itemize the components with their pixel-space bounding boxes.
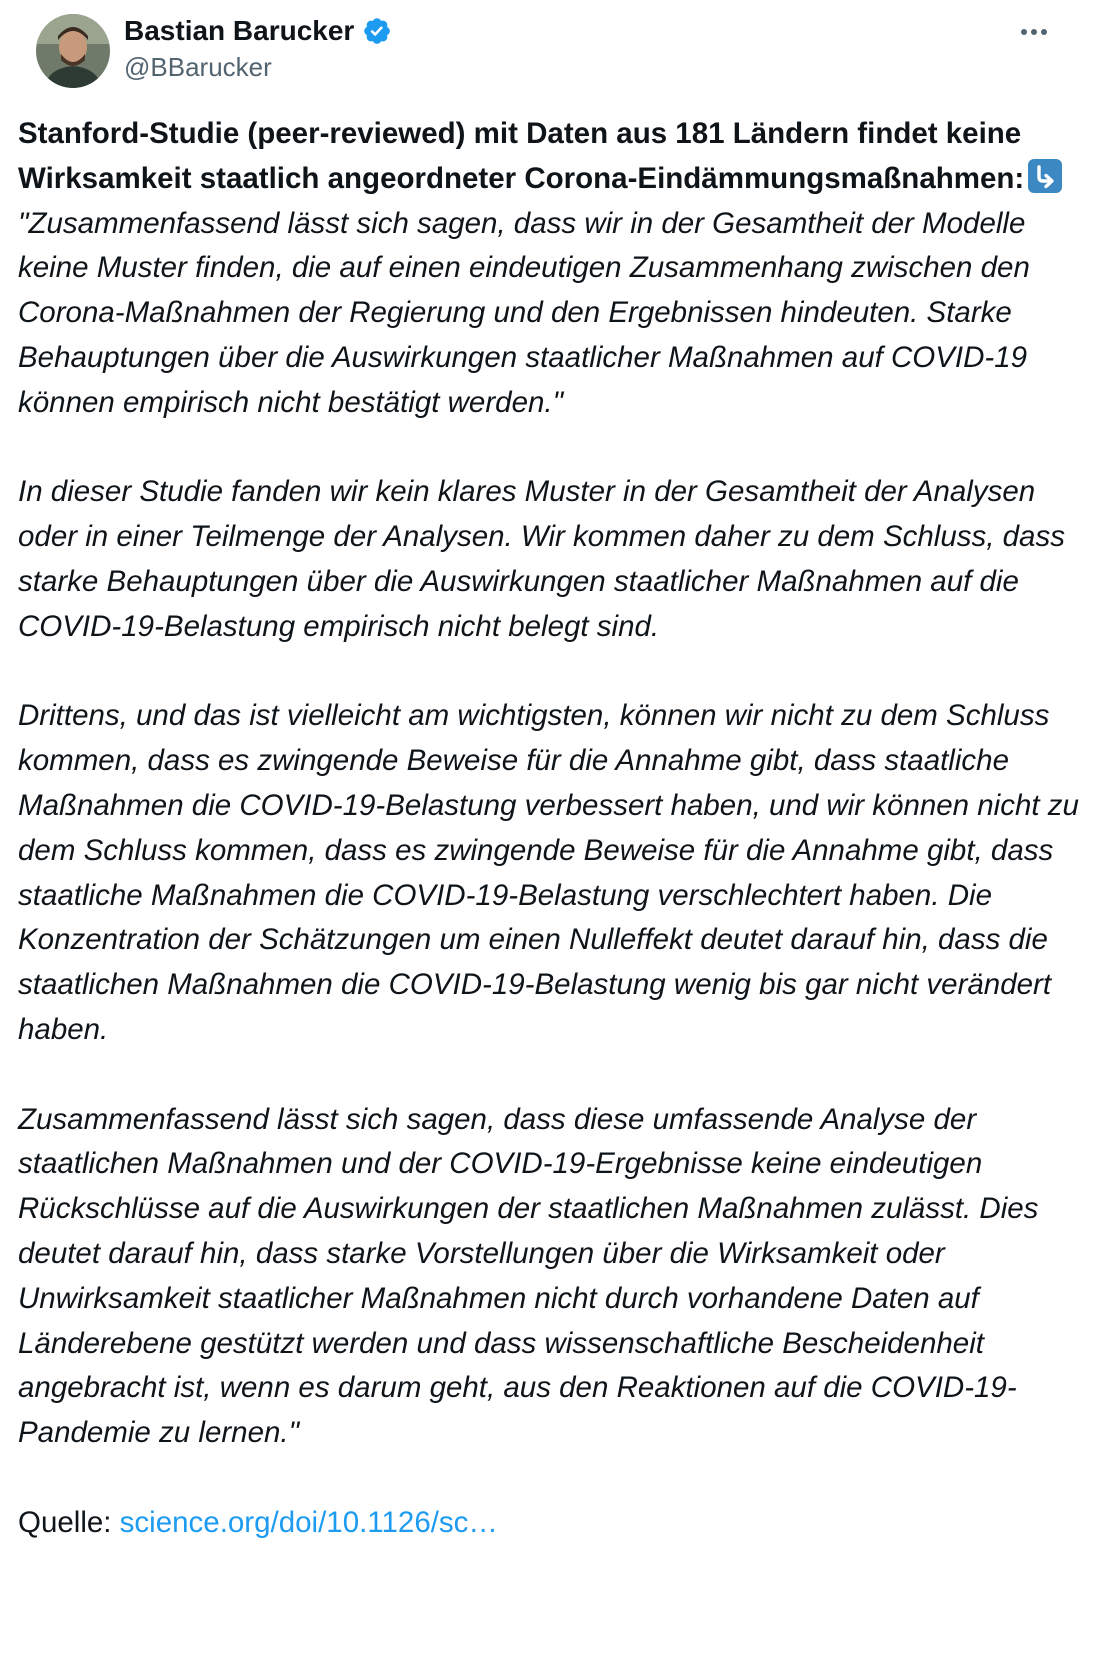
source-link[interactable]: science.org/doi/10.1126/sc…: [119, 1505, 498, 1539]
name-row: [124, 14, 392, 48]
avatar[interactable]: [36, 14, 110, 88]
source-label: Quelle:: [18, 1505, 120, 1539]
paragraph-3: Drittens, und das ist vielleicht am wichtigsten, können wir nicht zu dem Schluss kommen, dass es zwingende Beweise für die Annahme gibt, dass staatliche Maßnahmen die COVID-19-Belastung verbessert haben, und wir können nicht zu dem Schluss kommen, dass es zwingende Beweise für die Annahme gibt, dass staatliche Maßnahmen die COVID-19-Belastung verschlechtert haben. Die Konzentration der Schätzungen um einen Nulleffekt deutet darauf hin, dass die staatlichen Maßnahmen die COVID-19-Belastung wenig bis gar nicht verändert haben.: [18, 699, 1079, 1046]
paragraph-4: Zusammenfassend lässt sich sagen, dass diese umfassende Analyse der staatlichen Maßnahmen und der COVID-19-Ergebnisse keine eindeutigen Rückschlüsse auf die Auswirkungen der staatlichen Maßnahmen zulässt. Dies deutet darauf hin, dass starke Vorstellungen über die Wirksamkeit oder Unwirksamkeit staatlicher Maßnahmen nicht durch vorhandene Daten auf Länderebene gestützt werden und dass wissenschaftliche Bescheidenheit angebracht ist, wenn es darum geht, aus den Reaktionen auf die COVID-19-Pandemie zu lernen.": [18, 1102, 1039, 1450]
more-options-icon[interactable]: [1012, 20, 1056, 44]
tweet-header: [18, 0, 1086, 100]
author-display-name[interactable]: Bastian Barucker: [124, 15, 355, 46]
avatar-photo: [36, 14, 110, 88]
headline: Stanford-Studie (peer-reviewed) mit Daten aus 181 Ländern findet keine Wirksamkeit staatlich angeordneter Corona-Eindämmungsmaßnahmen:: [18, 117, 1025, 195]
more-dot-icon: [1041, 29, 1047, 35]
more-dot-icon: [1031, 29, 1037, 35]
paragraph-2: In dieser Studie fanden wir kein klares Muster in der Gesamtheit der Analysen oder in einer Teilmenge der Analysen. Wir kommen daher zu dem Schluss, dass starke Behauptungen über die Auswirkungen staatlicher Maßnahmen auf die COVID-19-Belastung empirisch nicht belegt sind.: [18, 475, 1065, 643]
verified-badge-icon[interactable]: [362, 16, 392, 46]
tweet-text: [18, 112, 1088, 1590]
author-handle[interactable]: @BBarucker: [124, 52, 272, 82]
arrow-down-right-emoji-icon: [1028, 159, 1062, 193]
author-block: [124, 14, 392, 83]
quote-1: "Zusammenfassend lässt sich sagen, dass wir in der Gesamtheit der Modelle keine Muster finden, die auf einen eindeutigen Zusammenhang zwischen den Corona-Maßnahmen der Regierung und den Ergebnissen hindeuten. Starke Behauptungen über die Auswirkungen staatlicher Maßnahmen auf COVID-19 können empirisch nicht bestätigt werden.": [18, 206, 1030, 419]
paragraph-1: [18, 112, 1088, 426]
source-row: [18, 1501, 1088, 1546]
more-dot-icon: [1021, 29, 1027, 35]
